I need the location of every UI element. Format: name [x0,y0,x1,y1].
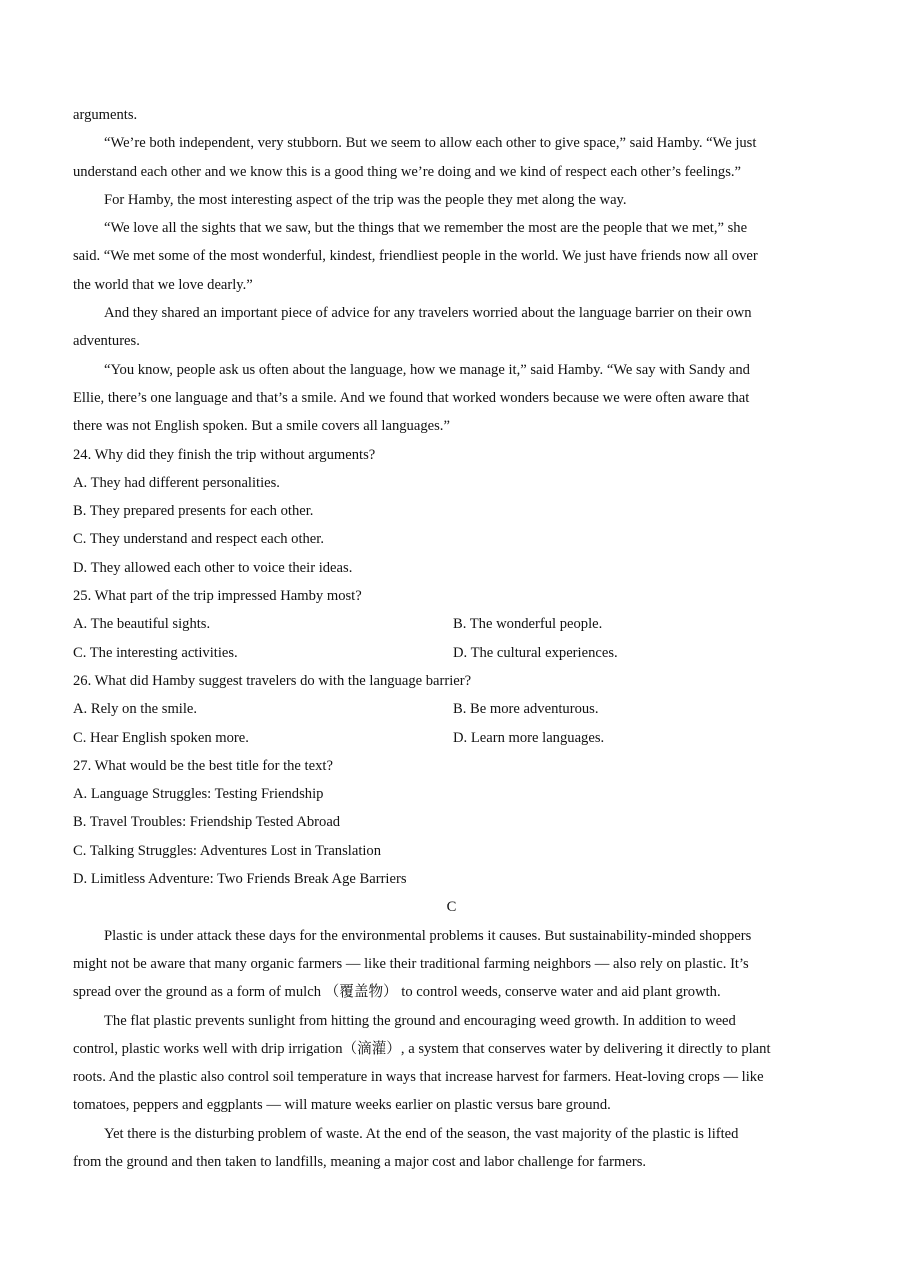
option-d: D. The cultural experiences. [453,644,618,661]
option-c: C. The interesting activities. [73,644,238,661]
option-a: A. They had different personalities. [73,474,280,491]
option-c: C. They understand and respect each other. [73,531,324,548]
question-24 [73,441,830,582]
option-a: A. Rely on the smile. [73,701,198,718]
passage-line: there was not English spoken. But a smile covers all languages.” [73,418,450,435]
passage-c [73,922,830,1177]
question-25 [73,582,830,667]
section-c-heading: C [446,899,457,916]
passage-line: roots. And the plastic also control soil temperature in ways that increase harvest for farmers. Heat-loving crops — like [73,1069,764,1086]
passage-line: “We’re both independent, very stubborn. But we seem to allow each other to give space,” said Hamby. “We just [104,135,757,152]
option-b: B. The wonderful people. [453,616,603,633]
question-26 [73,667,830,752]
question-27 [73,752,830,893]
option-a: A. The beautiful sights. [73,616,211,633]
option-d: D. Limitless Adventure: Two Friends Break Age Barriers [73,871,407,888]
passage-line: the world that we love dearly.” [73,276,253,293]
passage-line: arguments. [73,107,138,123]
document-page [73,101,830,1176]
option-row [73,610,830,638]
passage-line: For Hamby, the most interesting aspect of the trip was the people they met along the way. [104,191,627,208]
passage-line: adventures. [73,333,140,350]
question-stem: 27. What would be the best title for the text? [73,757,333,774]
option-row [73,639,830,667]
passage-line: understand each other and we know this is a good thing we’re doing and we kind of respect each other’s feelings.” [73,163,741,180]
passage-line: spread over the ground as a form of mulch （覆盖物） to control weeds, conserve water and aid plant growth. [73,984,721,1001]
option-row [73,724,830,752]
option-row [73,695,830,723]
passage-line: tomatoes, peppers and eggplants — will mature weeks earlier on plastic versus bare ground. [73,1097,611,1114]
option-c: C. Hear English spoken more. [73,729,249,746]
passage-line: from the ground and then taken to landfills, meaning a major cost and labor challenge for farmers. [73,1153,647,1170]
passage-line: And they shared an important piece of advice for any travelers worried about the language barrier on their own [104,305,752,322]
passage-line: might not be aware that many organic farmers — like their traditional farming neighbors — also rely on plastic. It’s [73,955,749,972]
option-c: C. Talking Struggles: Adventures Lost in Translation [73,842,382,859]
option-d: D. They allowed each other to voice their ideas. [73,559,353,576]
passage-line: The flat plastic prevents sunlight from hitting the ground and encouraging weed growth. In addition to weed [104,1012,736,1029]
passage-line: Ellie, there’s one language and that’s a smile. And we found that worked wonders because we were often aware that [73,389,750,406]
option-b: B. Travel Troubles: Friendship Tested Abroad [73,814,341,831]
passage-line: control, plastic works well with drip irrigation（滴灌）, a system that conserves water by delivering it directly to plant [73,1040,771,1057]
option-b: B. Be more adventurous. [453,701,599,718]
option-b: B. They prepared presents for each other. [73,503,314,520]
passage-b-tail [73,101,830,441]
option-d: D. Learn more languages. [453,729,605,746]
passage-line: Yet there is the disturbing problem of waste. At the end of the season, the vast majority of the plastic is lifted [104,1125,739,1142]
question-stem: 24. Why did they finish the trip without arguments? [73,446,376,463]
question-stem: 25. What part of the trip impressed Hamby most? [73,588,362,605]
passage-line: said. “We met some of the most wonderful, kindest, friendliest people in the world. We just have friends now all over [73,248,758,265]
passage-line: “We love all the sights that we saw, but the things that we remember the most are the people that we met,” she [104,220,748,237]
question-stem: 26. What did Hamby suggest travelers do with the language barrier? [73,672,472,689]
passage-line: “You know, people ask us often about the language, how we manage it,” said Hamby. “We say with Sandy and [104,361,750,378]
option-a: A. Language Struggles: Testing Friendship [73,786,324,803]
passage-line: Plastic is under attack these days for the environmental problems it causes. But sustainability-minded shoppers [104,927,752,944]
